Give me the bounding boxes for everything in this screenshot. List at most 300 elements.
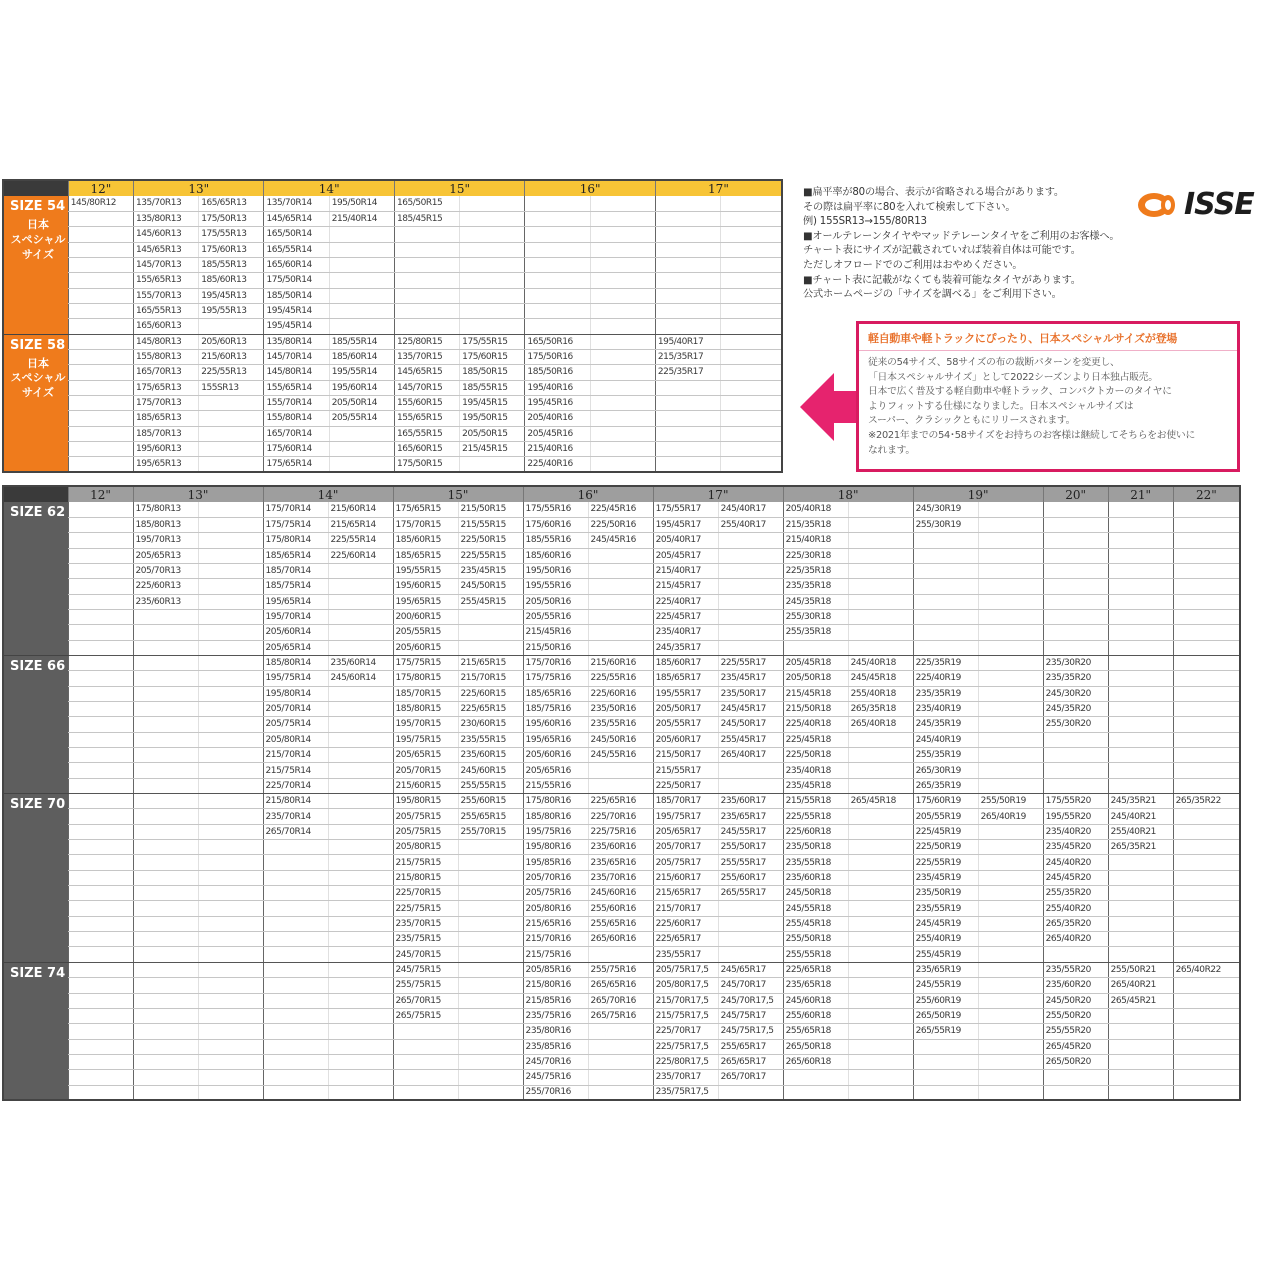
size-chart-standard — [2, 485, 1241, 1101]
tire-size-cell — [721, 365, 782, 380]
tire-size-cell: 225/50R15 — [458, 533, 523, 548]
tire-size-cell: 265/35R20 — [1043, 916, 1108, 931]
tire-size-cell: 185/70R17 — [653, 794, 718, 809]
tire-size-cell: 205/50R17 — [653, 701, 718, 716]
tire-size-cell: 245/50R16 — [588, 732, 653, 747]
tire-size-cell — [655, 211, 720, 226]
tire-size-cell — [328, 993, 393, 1008]
tire-size-cell — [198, 1070, 263, 1085]
tire-size-cell — [913, 533, 978, 548]
tire-size-cell: 215/65R15 — [458, 655, 523, 670]
tire-size-cell — [848, 870, 913, 885]
tire-size-cell: 255/45R15 — [458, 594, 523, 609]
tire-size-cell: 195/75R17 — [653, 809, 718, 824]
tire-size-cell: 235/75R15 — [393, 932, 458, 947]
tire-size-cell — [1043, 502, 1108, 517]
tire-size-cell: 235/60R20 — [1043, 978, 1108, 993]
tire-size-cell: 225/50R19 — [913, 840, 978, 855]
tire-size-cell — [460, 196, 525, 211]
tire-size-cell: 185/50R15 — [460, 365, 525, 380]
tire-size-cell: 155SR13 — [199, 380, 264, 395]
tire-size-cell — [1108, 1024, 1173, 1039]
tire-size-cell: 245/70R17 — [718, 978, 783, 993]
tire-size-cell — [655, 273, 720, 288]
tire-size-cell: 235/55R16 — [588, 717, 653, 732]
tire-size-cell: 245/45R20 — [1043, 870, 1108, 885]
tire-size-cell — [1043, 625, 1108, 640]
tire-size-cell — [458, 916, 523, 931]
tire-size-cell: 235/55R17 — [653, 947, 718, 962]
tire-size-cell — [68, 411, 133, 426]
tire-size-cell: 155/70R14 — [264, 395, 329, 410]
tire-size-cell: 215/40R18 — [783, 533, 848, 548]
tire-size-cell — [721, 288, 782, 303]
tire-size-cell: 245/70R15 — [393, 947, 458, 962]
tire-size-cell: 205/75R15 — [393, 824, 458, 839]
table-row — [3, 502, 1240, 517]
tire-size-cell — [1108, 1054, 1173, 1069]
tire-size-cell — [198, 609, 263, 624]
table-row — [3, 579, 1240, 594]
tire-size-cell: 205/75R17,5 — [653, 962, 718, 977]
tire-size-cell: 205/40R17 — [653, 533, 718, 548]
tire-size-cell: 185/75R14 — [263, 579, 328, 594]
tire-size-cell: 265/45R21 — [1108, 993, 1173, 1008]
tire-size-cell — [263, 1054, 328, 1069]
tire-size-cell: 225/75R17,5 — [653, 1039, 718, 1054]
rim-header-17: 17" — [655, 180, 782, 196]
tire-size-cell: 205/65R17 — [653, 824, 718, 839]
tire-size-cell: 235/50R16 — [588, 701, 653, 716]
tire-size-cell — [1043, 748, 1108, 763]
tire-size-cell — [1108, 870, 1173, 885]
tire-size-cell — [68, 349, 133, 364]
tire-size-cell — [848, 1085, 913, 1100]
tire-size-cell: 215/70R17,5 — [653, 993, 718, 1008]
table-row — [3, 548, 1240, 563]
tire-size-cell — [328, 1039, 393, 1054]
tire-size-cell — [1173, 916, 1240, 931]
tire-size-cell — [68, 932, 133, 947]
tire-size-cell: 175/50R16 — [525, 349, 590, 364]
tire-size-cell — [68, 916, 133, 931]
tire-size-cell — [525, 257, 590, 272]
table-row — [3, 303, 782, 318]
tire-size-cell: 195/45R16 — [525, 395, 590, 410]
tire-size-cell: 215/35R18 — [783, 517, 848, 532]
tire-size-cell — [68, 701, 133, 716]
tire-size-cell — [848, 748, 913, 763]
tire-size-cell — [1108, 932, 1173, 947]
tire-size-cell: 225/65R18 — [783, 962, 848, 977]
tire-size-cell: 205/80R14 — [263, 732, 328, 747]
tire-size-cell — [68, 794, 133, 809]
tire-size-cell: 265/50R18 — [783, 1039, 848, 1054]
tire-size-cell — [198, 916, 263, 931]
tire-size-cell — [133, 993, 198, 1008]
tire-size-cell: 185/60R13 — [199, 273, 264, 288]
tire-size-cell — [1043, 517, 1108, 532]
tire-size-cell: 205/70R13 — [133, 563, 198, 578]
tire-size-cell: 155/65R14 — [264, 380, 329, 395]
tire-size-cell: 195/45R14 — [264, 303, 329, 318]
tire-size-cell — [1043, 594, 1108, 609]
tire-size-cell — [978, 609, 1043, 624]
tire-size-cell — [655, 257, 720, 272]
tire-size-cell: 225/45R16 — [588, 502, 653, 517]
tire-size-cell: 175/70R15 — [393, 517, 458, 532]
tire-size-cell: 235/35R19 — [913, 686, 978, 701]
tire-size-cell: 215/45R18 — [783, 686, 848, 701]
tire-size-cell — [68, 365, 133, 380]
tire-size-cell — [1108, 533, 1173, 548]
tire-size-cell — [329, 227, 394, 242]
tire-size-cell — [978, 1008, 1043, 1023]
table-row — [3, 778, 1240, 793]
tire-size-cell — [328, 809, 393, 824]
tire-size-cell — [393, 1039, 458, 1054]
tire-size-cell: 205/60R15 — [393, 640, 458, 655]
tire-size-cell — [68, 334, 133, 349]
tire-size-cell — [328, 932, 393, 947]
tire-size-cell: 235/80R16 — [523, 1024, 588, 1039]
tire-size-cell: 245/30R19 — [913, 502, 978, 517]
tire-size-cell — [198, 548, 263, 563]
tire-size-cell: 245/40R18 — [848, 655, 913, 670]
tire-size-cell: 145/65R13 — [133, 242, 198, 257]
tire-size-cell — [718, 579, 783, 594]
tire-size-cell — [590, 365, 655, 380]
tire-size-cell — [1173, 1085, 1240, 1100]
tire-size-cell — [133, 1070, 198, 1085]
tire-size-cell — [198, 794, 263, 809]
tire-size-cell: 235/40R20 — [1043, 824, 1108, 839]
tire-size-cell: 215/75R14 — [263, 763, 328, 778]
tire-size-cell: 255/40R17 — [718, 517, 783, 532]
tire-size-cell: 155/70R13 — [133, 288, 198, 303]
tire-size-cell — [329, 457, 394, 472]
tire-size-cell — [1108, 686, 1173, 701]
tire-size-cell — [721, 211, 782, 226]
tire-size-cell — [1043, 640, 1108, 655]
tire-size-cell: 135/70R13 — [133, 196, 198, 211]
tire-size-cell: 175/65R13 — [133, 380, 198, 395]
tire-size-cell — [1043, 1085, 1108, 1100]
tire-size-cell — [68, 1070, 133, 1085]
tire-size-cell: 185/80R13 — [133, 517, 198, 532]
tire-size-cell — [1108, 732, 1173, 747]
tire-size-cell: 225/55R18 — [783, 809, 848, 824]
tire-size-cell: 235/45R19 — [913, 870, 978, 885]
tire-size-cell: 135/70R14 — [264, 196, 329, 211]
tire-size-cell: 235/30R20 — [1043, 655, 1108, 670]
tire-size-cell — [199, 411, 264, 426]
tire-size-cell — [328, 1008, 393, 1023]
tire-size-cell — [721, 395, 782, 410]
tire-size-cell: 195/75R14 — [263, 671, 328, 686]
tire-size-cell — [458, 886, 523, 901]
tire-size-cell: 265/70R15 — [393, 993, 458, 1008]
tire-size-cell: 215/45R15 — [460, 442, 525, 457]
tire-size-cell: 255/35R18 — [783, 625, 848, 640]
table-row — [3, 517, 1240, 532]
tire-size-cell — [978, 870, 1043, 885]
tire-size-cell: 255/50R19 — [978, 794, 1043, 809]
table-row — [3, 457, 782, 472]
tire-size-cell — [328, 901, 393, 916]
rim-header-13: 13" — [133, 486, 263, 502]
tire-size-cell — [588, 1054, 653, 1069]
tire-size-cell — [1108, 701, 1173, 716]
tire-size-cell — [718, 1085, 783, 1100]
tire-size-cell — [263, 1024, 328, 1039]
tire-size-cell: 245/40R20 — [1043, 855, 1108, 870]
table-row — [3, 288, 782, 303]
rim-header-14: 14" — [263, 486, 393, 502]
tire-size-cell: 175/55R13 — [199, 227, 264, 242]
tire-size-cell: 265/75R15 — [393, 1008, 458, 1023]
tire-size-cell: 225/65R17 — [653, 932, 718, 947]
size-group-label — [3, 794, 68, 963]
tire-size-cell: 255/35R19 — [913, 748, 978, 763]
tire-size-cell — [394, 303, 459, 318]
tire-size-cell: 195/70R14 — [263, 609, 328, 624]
size-group-name: SIZE 70 — [10, 797, 66, 813]
tire-size-cell: 235/55R20 — [1043, 962, 1108, 977]
tire-size-cell: 185/80R16 — [523, 809, 588, 824]
tire-size-cell — [848, 1054, 913, 1069]
tire-size-cell: 255/30R19 — [913, 517, 978, 532]
tire-size-cell — [68, 533, 133, 548]
tire-size-cell — [588, 625, 653, 640]
tire-size-cell — [590, 288, 655, 303]
tire-size-cell: 235/45R20 — [1043, 840, 1108, 855]
tire-size-cell — [590, 426, 655, 441]
tire-size-cell: 225/75R16 — [588, 824, 653, 839]
tire-size-cell — [198, 870, 263, 885]
rim-header-19: 19" — [913, 486, 1043, 502]
tire-size-cell — [133, 625, 198, 640]
tire-size-cell — [328, 579, 393, 594]
tire-size-cell — [1173, 855, 1240, 870]
tire-size-cell: 265/50R20 — [1043, 1054, 1108, 1069]
tire-size-cell — [1173, 548, 1240, 563]
tire-size-cell — [68, 426, 133, 441]
tire-size-cell — [1108, 901, 1173, 916]
table-row — [3, 442, 782, 457]
tire-size-cell — [978, 978, 1043, 993]
tire-size-cell — [655, 380, 720, 395]
table-row — [3, 809, 1240, 824]
tire-size-cell — [1043, 548, 1108, 563]
tire-size-cell — [198, 763, 263, 778]
tire-size-cell — [590, 211, 655, 226]
tire-size-cell: 165/55R15 — [394, 426, 459, 441]
size-group-label — [3, 502, 68, 655]
tire-size-cell — [68, 242, 133, 257]
tire-size-cell: 225/60R13 — [133, 579, 198, 594]
tire-size-cell: 235/45R18 — [783, 778, 848, 793]
tire-size-cell: 265/55R19 — [913, 1024, 978, 1039]
tire-size-cell — [329, 288, 394, 303]
tire-size-cell — [458, 932, 523, 947]
size-chart-japan-special — [2, 179, 783, 473]
tire-size-cell — [263, 901, 328, 916]
tire-size-cell — [328, 1070, 393, 1085]
tire-size-cell: 265/70R17 — [718, 1070, 783, 1085]
tire-size-cell — [68, 870, 133, 885]
tire-size-cell: 145/80R14 — [264, 365, 329, 380]
table-row — [3, 257, 782, 272]
table-row — [3, 227, 782, 242]
tire-size-cell: 265/75R16 — [588, 1008, 653, 1023]
tire-size-cell: 255/50R18 — [783, 932, 848, 947]
tire-size-cell: 185/80R15 — [393, 701, 458, 716]
tire-size-cell — [263, 840, 328, 855]
tire-size-cell — [68, 1024, 133, 1039]
tire-size-cell — [848, 809, 913, 824]
tire-size-cell — [133, 1008, 198, 1023]
tire-size-cell: 195/75R15 — [393, 732, 458, 747]
tire-size-cell: 215/70R16 — [523, 932, 588, 947]
tire-size-cell: 235/45R17 — [718, 671, 783, 686]
tire-size-cell: 205/80R17,5 — [653, 978, 718, 993]
tire-size-cell: 185/65R17 — [653, 671, 718, 686]
tire-size-cell — [329, 257, 394, 272]
tire-size-cell — [848, 763, 913, 778]
table-row — [3, 671, 1240, 686]
tire-size-cell: 255/70R15 — [458, 824, 523, 839]
tire-size-cell: 145/70R13 — [133, 257, 198, 272]
tire-size-cell — [198, 517, 263, 532]
tire-size-cell: 215/55R15 — [458, 517, 523, 532]
tire-size-cell — [655, 319, 720, 334]
tire-size-cell: 245/40R21 — [1108, 809, 1173, 824]
tire-size-cell — [978, 1054, 1043, 1069]
tire-size-cell — [978, 625, 1043, 640]
tire-size-cell — [590, 319, 655, 334]
tire-size-cell — [590, 349, 655, 364]
tire-size-cell: 215/60R16 — [588, 655, 653, 670]
table-row — [3, 824, 1240, 839]
tire-size-cell: 145/60R13 — [133, 227, 198, 242]
size-group-subtitle — [10, 357, 66, 402]
tire-size-cell — [458, 840, 523, 855]
tire-size-cell — [978, 563, 1043, 578]
tire-size-cell: 245/55R17 — [718, 824, 783, 839]
tire-size-cell: 265/60R16 — [588, 932, 653, 947]
tire-size-cell — [525, 273, 590, 288]
table-row — [3, 1039, 1240, 1054]
tire-size-cell — [718, 640, 783, 655]
tire-size-cell — [525, 319, 590, 334]
tire-size-cell — [198, 671, 263, 686]
tire-size-cell — [978, 855, 1043, 870]
tire-size-cell — [68, 548, 133, 563]
tire-size-cell: 205/75R16 — [523, 886, 588, 901]
tire-size-cell: 215/60R15 — [393, 778, 458, 793]
tire-size-cell — [133, 1054, 198, 1069]
table-row — [3, 334, 782, 349]
callout-title: 軽自動車や軽トラックにぴったり、日本スペシャルサイズが登場 — [868, 332, 1177, 345]
tire-size-cell — [1108, 886, 1173, 901]
tire-size-cell: 265/70R16 — [588, 993, 653, 1008]
tire-size-cell: 225/70R16 — [588, 809, 653, 824]
tire-size-cell: 225/45R18 — [783, 732, 848, 747]
table-row — [3, 870, 1240, 885]
tire-size-cell — [783, 640, 848, 655]
tire-size-cell: 225/40R18 — [783, 717, 848, 732]
size-group-subtitle-line: サイズ — [21, 386, 55, 400]
tire-size-cell — [458, 978, 523, 993]
tire-size-cell: 225/35R18 — [783, 563, 848, 578]
tire-size-cell: 165/55R14 — [264, 242, 329, 257]
tire-size-cell — [328, 916, 393, 931]
tire-size-cell — [655, 426, 720, 441]
tire-size-cell: 165/60R15 — [394, 442, 459, 457]
tire-size-cell: 205/80R15 — [393, 840, 458, 855]
tire-size-cell — [913, 563, 978, 578]
tire-size-cell: 175/80R14 — [263, 533, 328, 548]
tire-size-cell: 165/65R13 — [199, 196, 264, 211]
tire-size-cell — [978, 962, 1043, 977]
tire-size-cell: 235/55R15 — [458, 732, 523, 747]
tire-size-cell: 195/45R13 — [199, 288, 264, 303]
tire-size-cell — [1173, 993, 1240, 1008]
tire-size-cell: 245/40R17 — [718, 502, 783, 517]
tire-size-cell: 195/60R13 — [133, 442, 198, 457]
tire-size-cell — [978, 655, 1043, 670]
tire-size-cell: 215/75R17,5 — [653, 1008, 718, 1023]
tire-size-cell: 225/60R16 — [588, 686, 653, 701]
tire-size-cell — [1108, 563, 1173, 578]
tire-size-cell: 185/65R13 — [133, 411, 198, 426]
callout-line: 日本で広く普及する軽自動車や軽トラック、コンパクトカーのタイヤに — [868, 386, 1172, 398]
tire-size-cell — [913, 594, 978, 609]
tire-size-cell: 225/65R15 — [458, 701, 523, 716]
tire-size-cell: 255/65R16 — [588, 916, 653, 931]
rim-header-22: 22" — [1173, 486, 1240, 502]
tire-size-cell — [1173, 1039, 1240, 1054]
tire-size-cell: 145/65R15 — [394, 365, 459, 380]
tire-size-cell: 245/60R14 — [328, 671, 393, 686]
tire-size-cell: 205/50R16 — [523, 594, 588, 609]
tire-size-cell: 235/70R15 — [393, 916, 458, 931]
tire-size-cell — [1043, 763, 1108, 778]
tire-size-cell: 255/50R21 — [1108, 962, 1173, 977]
tire-size-cell: 225/70R15 — [393, 886, 458, 901]
tire-size-cell — [458, 993, 523, 1008]
tire-size-cell — [460, 457, 525, 472]
tire-size-cell — [133, 901, 198, 916]
tire-size-cell — [263, 870, 328, 885]
tire-size-cell — [394, 273, 459, 288]
tire-size-cell: 225/55R19 — [913, 855, 978, 870]
tire-size-cell — [1108, 594, 1173, 609]
tire-size-cell: 235/65R19 — [913, 962, 978, 977]
tire-size-cell — [1108, 1085, 1173, 1100]
tire-size-cell: 255/60R17 — [718, 870, 783, 885]
size-group-name: SIZE 58 — [10, 337, 66, 353]
tire-size-cell — [1043, 533, 1108, 548]
tire-size-cell: 235/65R17 — [718, 809, 783, 824]
tire-size-cell — [458, 1054, 523, 1069]
tire-size-cell — [68, 211, 133, 226]
table-row — [3, 1070, 1240, 1085]
tire-size-cell — [978, 840, 1043, 855]
tire-size-cell: 235/75R16 — [523, 1008, 588, 1023]
tire-size-cell — [1173, 640, 1240, 655]
